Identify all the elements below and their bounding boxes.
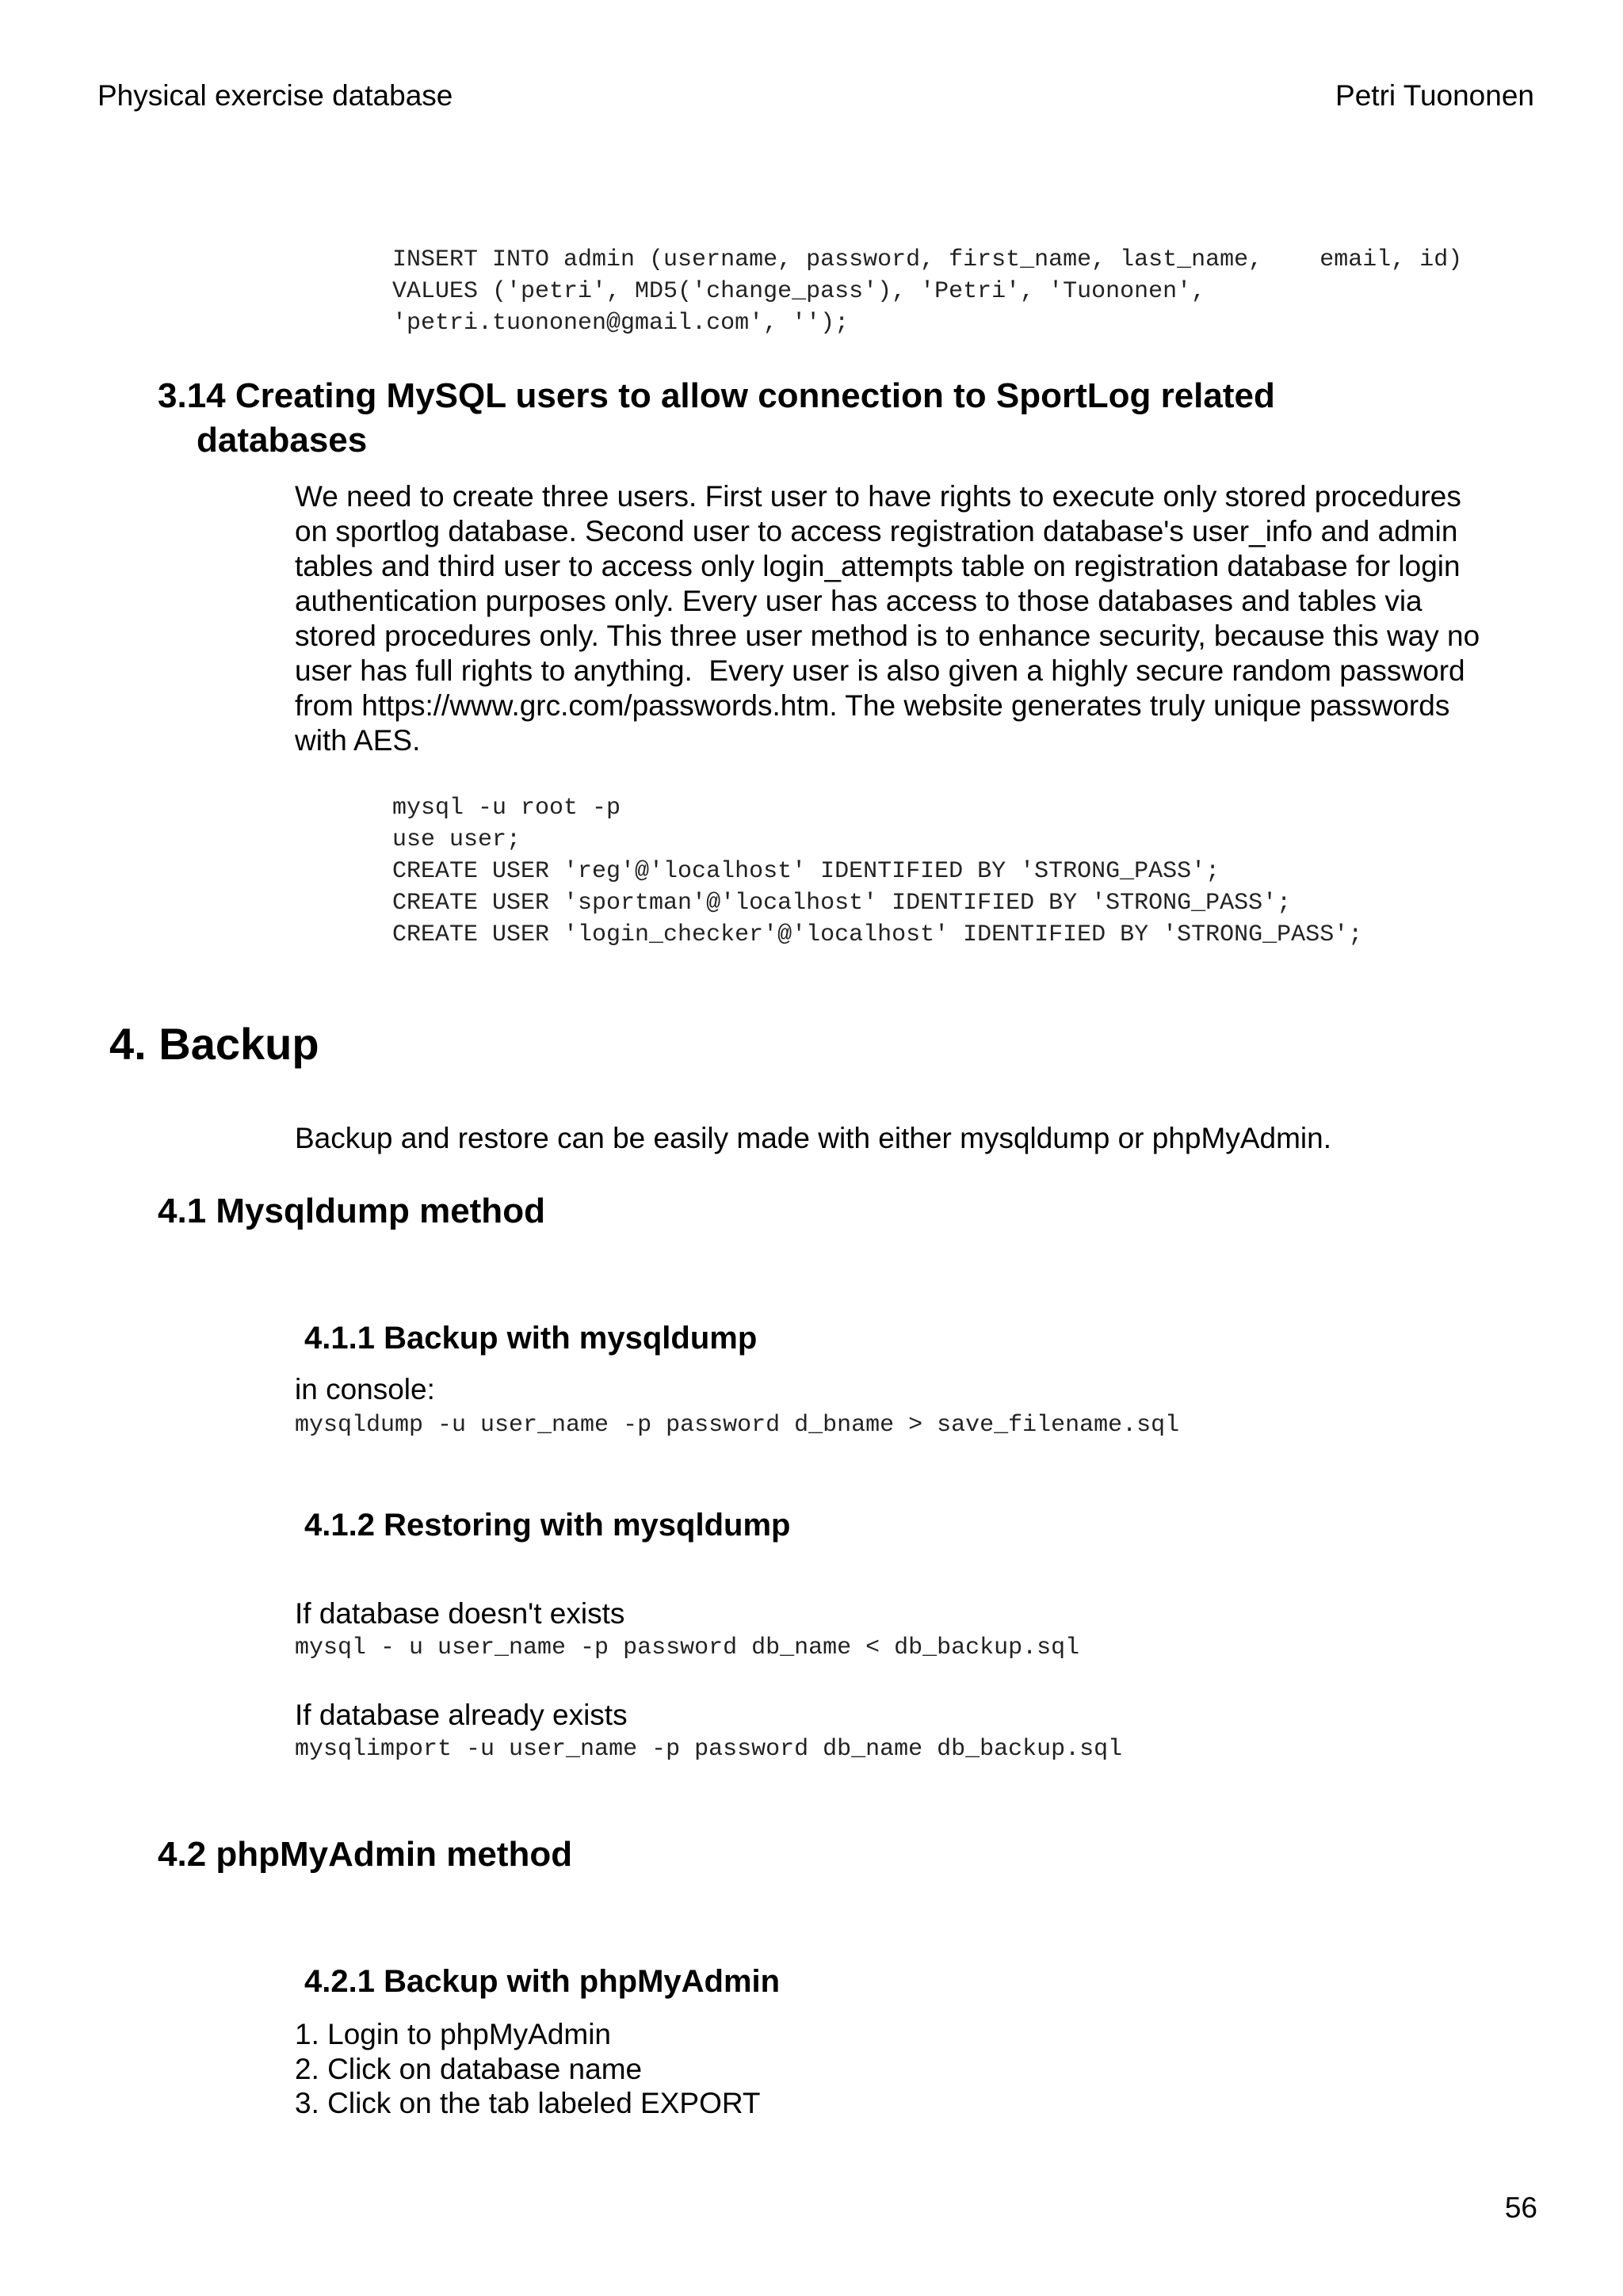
paragraph-line: on sportlog database. Second user to access registration database's user_info and admin <box>295 515 1458 547</box>
code-line: mysql - u user_name -p password db_name < db_backup.sql <box>295 1634 1080 1661</box>
code-line: INSERT INTO admin (username, password, first_name, last_name, email, id) <box>392 246 1463 273</box>
code-line: mysql -u root -p <box>392 795 621 822</box>
section-heading: 4.2 phpMyAdmin method <box>158 1835 573 1874</box>
paragraph-line: with AES. <box>295 724 421 757</box>
section-heading-cont: databases <box>197 421 368 460</box>
header-left: Physical exercise database <box>97 79 453 112</box>
paragraph-line: tables and third user to access only login_attempts table on registration database for login <box>295 550 1461 582</box>
list-item: 3. Click on the tab labeled EXPORT <box>295 2087 761 2119</box>
chapter-heading: 4. Backup <box>109 1019 319 1069</box>
code-line: use user; <box>392 826 521 853</box>
code-line: VALUES ('petri', MD5('change_pass'), 'Petri', 'Tuononen', <box>392 278 1206 305</box>
text: If database doesn't exists <box>295 1597 625 1630</box>
paragraph-line: We need to create three users. First user to have rights to execute only stored procedures <box>295 480 1461 513</box>
code-line: 'petri.tuononen@gmail.com', ''); <box>392 310 850 337</box>
subsection-heading: 4.1.2 Restoring with mysqldump <box>304 1508 791 1543</box>
paragraph-line: from https://www.grc.com/passwords.htm. The website generates truly unique passwords <box>295 689 1450 722</box>
paragraph-line: authentication purposes only. Every user has access to those databases and tables via <box>295 585 1423 617</box>
code-line: mysqldump -u user_name -p password d_bname > save_filename.sql <box>295 1412 1180 1439</box>
code-line: CREATE USER 'reg'@'localhost' IDENTIFIED BY 'STRONG_PASS'; <box>392 858 1220 885</box>
section-heading: 3.14 Creating MySQL users to allow connection to SportLog related <box>158 376 1275 415</box>
text: in console: <box>295 1373 435 1405</box>
paragraph: Backup and restore can be easily made with either mysqldump or phpMyAdmin. <box>295 1122 1331 1154</box>
list-item: 2. Click on database name <box>295 2053 643 2085</box>
paragraph-line: user has full rights to anything. Every user is also given a highly secure random password <box>295 654 1465 687</box>
text: If database already exists <box>295 1699 628 1731</box>
code-line: mysqlimport -u user_name -p password db_name db_backup.sql <box>295 1736 1123 1763</box>
code-line: CREATE USER 'sportman'@'localhost' IDENTIFIED BY 'STRONG_PASS'; <box>392 890 1292 917</box>
subsection-heading: 4.2.1 Backup with phpMyAdmin <box>304 1964 781 1999</box>
list-item: 1. Login to phpMyAdmin <box>295 2018 612 2050</box>
paragraph-line: stored procedures only. This three user method is to enhance security, because this way no <box>295 620 1480 652</box>
code-line: CREATE USER 'login_checker'@'localhost' IDENTIFIED BY 'STRONG_PASS'; <box>392 921 1363 948</box>
page-number: 56 <box>1504 2191 1537 2224</box>
section-heading: 4.1 Mysqldump method <box>158 1192 545 1230</box>
subsection-heading: 4.1.1 Backup with mysqldump <box>304 1321 758 1356</box>
header-right: Petri Tuononen <box>1335 79 1534 112</box>
